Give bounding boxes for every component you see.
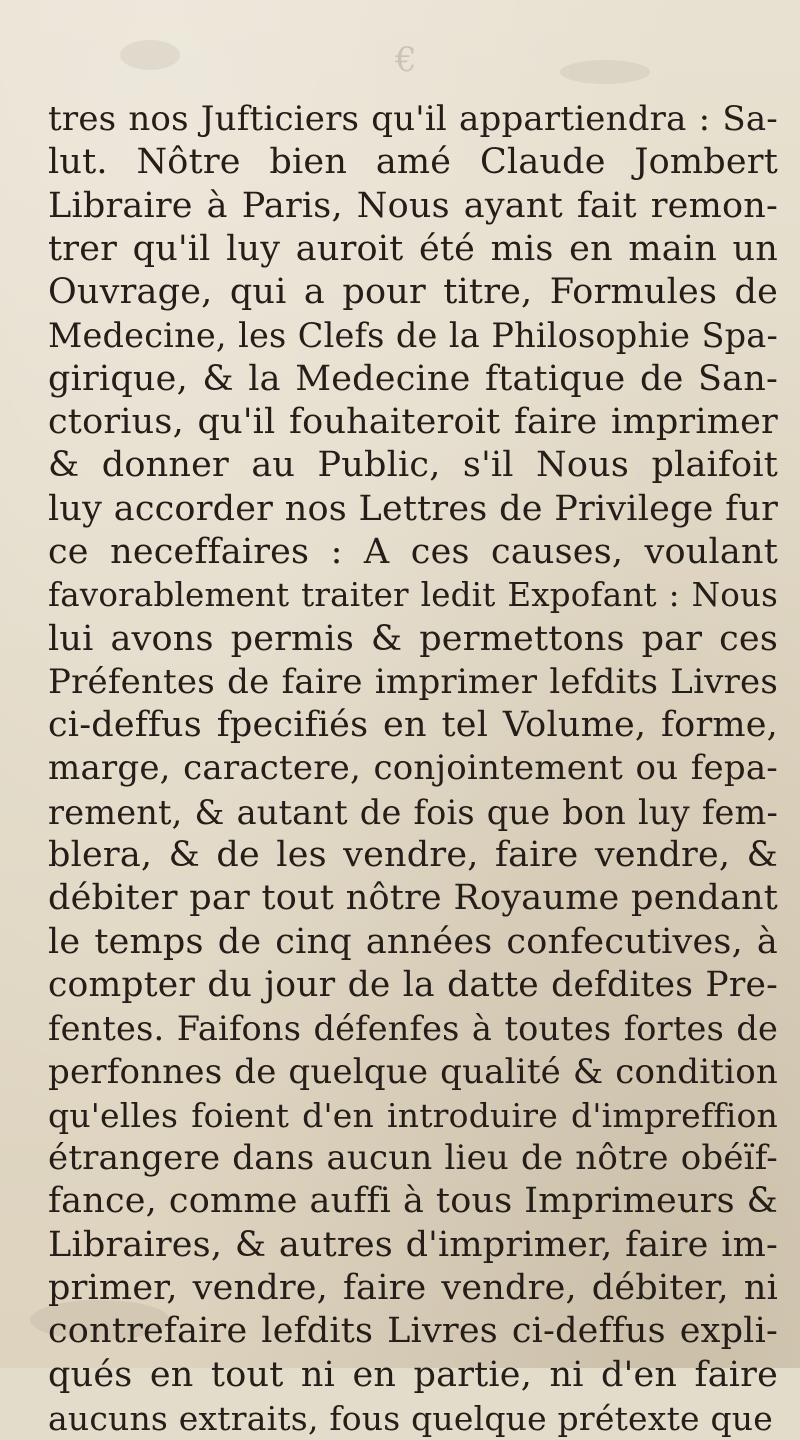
paper-stain [560,60,650,84]
text-line: contrefaire lefdits Livres ci-deffus expli- [48,1311,778,1352]
text-line: marge, caractere, conjointement ou fepa- [48,748,778,789]
text-line: qués en tout ni en partie, ni d'en faire [48,1354,778,1395]
privilege-text [48,98,778,1440]
page-top-mark: € [395,40,417,80]
text-line: fentes. Faifons défenfes à toutes fortes de [48,1009,778,1049]
text-line: le temps de cinq années confecutives, à [48,921,778,962]
text-line: lut. Nôtre bien amé Claude Jombert [48,142,778,183]
text-line: ce neceffaires : A ces causes, voulant [48,531,778,572]
text-line: primer, vendre, faire vendre, débiter, ni [48,1268,778,1309]
text-line: qu'elles foient d'en introduire d'impreffion [48,1095,778,1135]
text-line: Préfentes de faire imprimer lefdits Livres [48,661,778,702]
text-line: favorablement traiter ledit Expofant : Nous [48,576,778,615]
text-line: fance, comme auffi à tous Imprimeurs & [48,1181,778,1222]
text-line: lui avons permis & permettons par ces [48,618,778,659]
text-line: perfonnes de quelque qualité & condition [48,1051,778,1092]
text-line: débiter par tout nôtre Royaume pendant [48,878,778,919]
text-line: Libraires, & autres d'imprimer, faire im- [48,1224,778,1265]
text-line: aucuns extraits, fous quelque prétexte que [48,1398,773,1438]
text-line: trer qu'il luy auroit été mis en main un [48,228,778,269]
text-line: blera, & de les vendre, faire vendre, & [48,835,778,876]
paper-stain [120,40,180,70]
text-line: Medecine, les Clefs de la Philosophie Spa- [48,316,778,356]
text-line: compter du jour de la datte defdites Pre- [48,964,778,1005]
text-line: tres nos Jufticiers qu'il appartiendra : Sa- [48,99,778,139]
text-line: Libraire à Paris, Nous ayant fait remon- [48,185,778,226]
text-line: luy accorder nos Lettres de Privilege fur [48,488,778,529]
text-line: étrangere dans aucun lieu de nôtre obéïf- [48,1138,778,1179]
text-line: rement, & autant de fois que bon luy fem- [48,792,778,832]
text-line: Ouvrage, qui a pour titre, Formules de [48,272,778,313]
text-line: girique, & la Medecine ftatique de San- [48,358,778,399]
text-line: ctorius, qu'il fouhaiteroit faire imprimer [48,402,778,443]
text-line: & donner au Public, s'il Nous plaifoit [48,445,778,486]
text-line: ci-deffus fpecifiés en tel Volume, forme, [48,705,778,746]
